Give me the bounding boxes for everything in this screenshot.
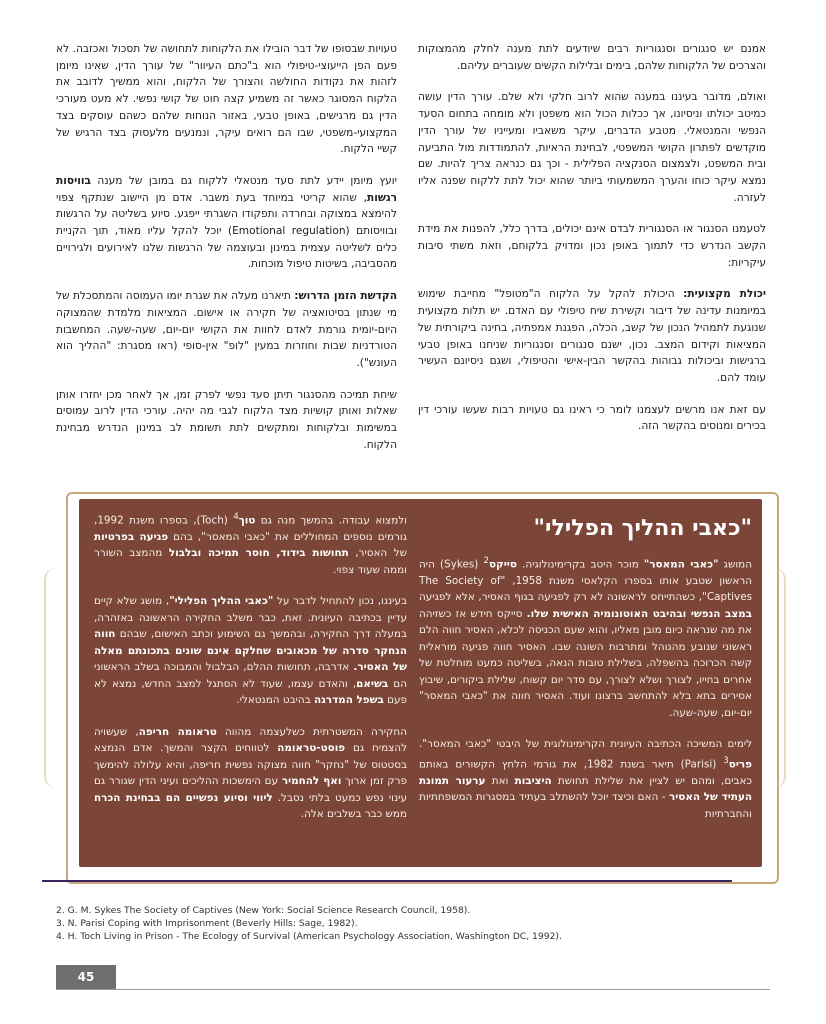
paragraph: אמנם יש סנגורים וסנגוריות רבים שיודעים לתת מענה לחלק מהמצוקות והצרכים של הלקוחות שלהם, בימים ובלילות הקשים שעוברים עליהם. bbox=[418, 43, 766, 72]
page-number: 45 bbox=[56, 965, 116, 989]
footnote-ref: 2 bbox=[483, 556, 489, 566]
box-underline-rule bbox=[42, 880, 732, 882]
paragraph: ולמצוא עבודה. בהמשך מנה גם טוך$^4$ (Toch), בספרו משנת 1992, גורמים נוספים המחוללים את "כאבי המאסר", בהם פגיעה בפרטיות של האסיר, תחושות בידוד, חוסר תמיכה ובלבול מהמצב השורר וממה שעוד צפוי. bbox=[94, 512, 408, 576]
footnote: 3. N. Parisi Coping with Imprisonment (Beverly Hills: Sage, 1982). bbox=[56, 917, 358, 929]
paragraph: עם זאת אנו מרשים לעצמנו לומר כי ראינו גם טעויות רבות שעשו עורכי דין בכירים ומנוסים בהקשר הזה. bbox=[418, 403, 766, 433]
paragraph-text: , שהוא קריטי במיוחד בעת משבר. אדם מן היישוב שנתקף צפוי להימצא במצוקה ובחרדה ותפקודו השגרתי ייפגע. סיוע בשליטה על הרגשות ובוויסותם (Emotional regulation) יוכל להקל עליו מאוד, תוך הקניית כלים לשליטה עצמית במינון ובעוצמה של הרגשות שלנו לאירועים ולגירויים מהסביבה, בשיטות טיפול מוכחות. bbox=[56, 191, 397, 271]
right-text-column bbox=[418, 41, 766, 450]
bold-lead: יכולת מקצועית: bbox=[683, 288, 767, 301]
paragraph bbox=[56, 173, 397, 273]
paragraph bbox=[418, 286, 766, 386]
paragraph: לימים המשיכה הכתיבה העיונית הקרימינולוגית של היבטי "כאבי המאסר". פריס$^3$ (Parisi) תיאר בשנת 1982, את גורמי הלחץ הקשורים באותם כאבים, ומהם יש לציין את שלילת תחושת היציבות ואת ערעור תמונת העתיד של האסיר - האם וכיצד יוכל להשתלב בעתיד במסגרות המשפחתיות והחברתיות bbox=[419, 738, 753, 820]
footnote: 4. H. Toch Living in Prison - The Ecology of Survival (American Psychology Association, Washington DC, 1992). bbox=[56, 930, 562, 942]
paragraph-text: תיארנו מעלה את שגרת יומו העמוסה והמתסכלת של מי שנתון בסיטואציה של חקירה או אישום. המציאות מלמדת שהמצוקה היום-יומית גורמת לאדם לחוות את הקושי יום-יום, שעה-שעה. המחשבות הטורדניות שבות וחוזרות במעין "לופ" אין-סופי (ראו מסגרת: "ההליך הוא העונש"). bbox=[56, 290, 397, 369]
footnote-ref: 4 bbox=[233, 512, 239, 522]
left-text-column bbox=[56, 41, 397, 468]
sidebar-box bbox=[42, 488, 785, 885]
paragraph: שיחת תמיכה מהסנגור תיתן סעד נפשי לפרק זמן, אך לאחר מכן יחזרו אותן שאלות ואותן קושיות מצד הלקוח לגבי מה יהיה. עורכי הדין לרוב עמוסים במשימות ובלקוחות ומתקשים לתת תשומת לב במינון הנדרש מבחינת הלקוח. bbox=[56, 388, 397, 451]
paragraph: לטעמנו הסנגור או הסנגורית לבדם אינם יכולים, בדרך כלל, להפנות את מידת הקשב הנדרש כדי לתמוך באופן נכון ומדויק בלקוחם, וזאת משתי סיבות עיקריות: bbox=[418, 223, 766, 269]
footnote: 2. G. M. Sykes The Society of Captives (New York: Social Science Research Council, 1958). bbox=[56, 905, 471, 916]
box-right-column bbox=[419, 516, 752, 837]
paragraph: בעיננו, נכון להתחיל לדבר על "כאבי ההליך הפלילי", מושג שלא קיים עדיין בכתיבה העיונית. זאת, כבר משלב החקירה הראשונה באזהרה, במעלה דרך החקירה, ובהמשך גם השימוע וכתב האישום, שבהם חווה הנחקר סדרה של מכאובים שחלקם אינם שונים בתכונתם מאלה של האסיר. אדרבה, תחושות ההלם, הבלבול והמבוכה בשלב הראשוני הם בשיאם, והאדם עצמו, שעוד לא הסתגל למצב החדש, נמצא לא פעם בשפל המדרגה בהיבט המנטאלי. bbox=[94, 595, 408, 707]
box-title: "כאבי ההליך הפלילי" bbox=[533, 516, 752, 541]
paragraph: המושג "כאבי המאסר" מוכר היטב בקרימינולוגיה. סייקס$^2$ (Sykes) היה הראשון שטבע אותו בספרו הקלאסי משנת 1958, "The Society of Captives", כשהתייחס לראשונה לא רק לפגיעה בגוף האסיר, אלא לפגיעה במצב הנפשי ובהיבט האוטונומיה האישית שלו. סייקס חידש אז כשזיהה את מה שנראה כיום מובן מאליו, והוא שעם הכניסה לכלא, האסיר חווה הלם ראשוני שנובע מהנוהל ומתרבות השונה שבו. האסיר חווה פגיעה מוראלית קשה הכרוכה בהשפלה, בשלילת טובות הנאה, בשליטה כמעט מוחלטת של אחרים בחייו, לצורך ושלא לצורך, עם סדר יום קשוח, שלילת ביקורים, שיבוץ אסירים בתא בלא להתחשב ברצונו ועוד. האסיר חווה את "כאבי המאסר" יום-יום, שעה-שעה. bbox=[419, 556, 752, 719]
footnotes bbox=[56, 905, 756, 944]
box-left-column bbox=[94, 509, 407, 838]
paragraph bbox=[56, 288, 397, 372]
paragraph: החקירה המשטרתית כשלעצמה מהווה טראומה חריפה, שעשויה להצמיח גם פוסט-טראומה לטווחים הקצר והמשך. אדם הנמצא בסטטוס של "נחקר" חווה מצוקה נפשית חריפה, והיא עלולה להימשך פרק זמן ארוך ואף להחמיר עם הימשכות ההליכים ועיני הדין שגורר גם עינוי נפש כמעט בלתי נסבל. ליווי וסיוע נפשיים הם בבחינת הכרח ממש כבר בשלבים אלה. bbox=[94, 725, 408, 821]
footnote-ref: 3 bbox=[723, 755, 729, 766]
paragraph: ואולם, מדובר בעיננו במענה שהוא לרוב חלקי ולא שלם. עורך הדין עושה כמיטב יכולתו וניסיונו, אך ככלות הכול הוא משפטן ולא מומחה בתחום הסעד הנפשי והמנטאלי. מטבע הדברים, עיקר משאביו ומעייניו של עורך הדין מוקדשים לפתרון הקושי המשפטי, לבחינת הראיות, להתמודדות מול התביעה ובית המשפט, ולצמצום הסנקציה הפלילית - וכך גם כנראה צריך להיות. שם נמצא עיקר כוחו והערך המשמעותי ביותר שהוא יכול לתת ללקוח שפנה אליו לעזרה. bbox=[418, 91, 766, 204]
bold-term: בוויסות רגשות bbox=[56, 174, 397, 204]
paragraph-text: יועץ מיומן יידע לתת סעד מנטאלי ללקוח גם במובן של מענה bbox=[90, 174, 397, 187]
footer-rule bbox=[56, 989, 770, 990]
bold-lead: הקדשת הזמן הדרוש: bbox=[294, 290, 397, 303]
paragraph: טעויות שבסופו של דבר הובילו את הלקוחות לתחושה של תסכול ואכזבה. לא פעם הפן הייעוצי-טיפולי הוא ב"כתם העיוור" של עורך הדין, שאינו מיומן לזהות את נקודות החולשה והצורך של הלקוח, והוא ממשיך לדובב את הלקוח המסוגר כאשר זה משמיע קצה חוט של קושי נפשי. לא מעט מעורכי הדין גם מרגישים, באופן טבעי, באזור הנוחות שלהם כשהם עוסקים בצד המקצועי-משפטי, שבו הם רואים עיקר, ונמנעים מלעסוק בצד הרגיש של קשיי הלקוח. bbox=[56, 43, 397, 156]
paragraph-text: היכולת להקל על הלקוח ה"מטופל" מחייבת שימוש במיומנות עדינה של דיבור וקשירת שיח טיפולי עם האדם. יש תלות מקצועית שנוגעת לתמהיל הנכון של קשב, הכלה, הפגנת אמפתיה, בחינה ביקורתית של המציאות וקידום המצב. נכון, ישנם סנגורים וסנגוריות שניחנו באופן טבעי ברגישות וביכולות גבוהות בהקשר הבין-אישי והטיפולי, ושגם ניסיונם העשיר עומד להם. bbox=[418, 288, 766, 384]
